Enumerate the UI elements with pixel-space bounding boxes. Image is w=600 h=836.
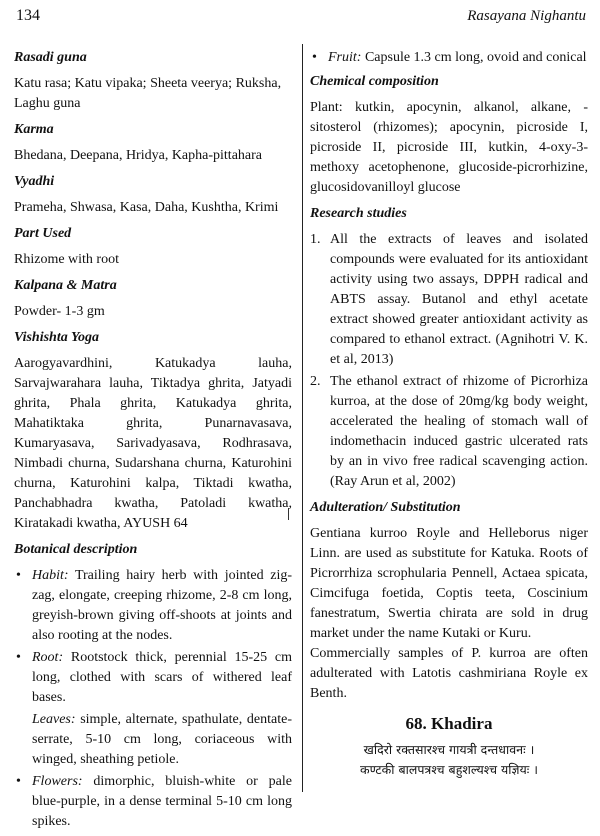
root-label: Root: — [32, 650, 64, 665]
list-item — [310, 230, 588, 370]
vyadhi-heading: Vyadhi — [14, 174, 55, 189]
flowers-label: Flowers: — [32, 774, 83, 789]
column-divider — [302, 44, 303, 792]
flowers-text: dimorphic, bluish-white or pale blue-purple, in a dense terminal 5-10 cm long spikes. — [32, 774, 292, 829]
list-item — [14, 648, 292, 708]
adulteration-text-2: Commercially samples of P. kurroa are often adulterated with Latotis cashmiriana Royle ex Benth. — [310, 646, 588, 701]
part-used-heading: Part Used — [14, 226, 72, 241]
rasadi-guna-text: Katu rasa; Katu vipaka; Sheeta veerya; Ruksha, Laghu guna — [14, 76, 282, 111]
karma-heading: Karma — [14, 122, 54, 137]
page-number: 134 — [16, 7, 40, 24]
leaves-label: Leaves: — [32, 712, 76, 727]
sanskrit-verse-line-2: कण्टकी बालपत्रश्च बहुशल्यश्च यज्ञियः । — [359, 762, 539, 777]
list-item — [310, 48, 588, 68]
adulteration-text-1: Gentiana kurroo Royle and Helleborus niger Linn. are used as substitute for Katuka. Roots of Picrorrhiza scrophularia Pennell, Actaea spicata, Cimcifuga foetida, Coptis teeta, Coscinium fanestratum, Swertia chirata are sold in drug market under the name Kutaki or Kuru. — [310, 526, 588, 641]
right-column — [310, 48, 588, 780]
research-studies-heading: Research studies — [310, 206, 407, 221]
list-item — [310, 372, 588, 492]
adulteration-heading: Adulteration/ Substitution — [310, 500, 461, 515]
habit-label: Habit: — [32, 568, 69, 583]
research-study-2-text: The ethanol extract of rhizome of Picrorhiza kurroa, at the dose of 20mg/kg body weight, accelerated the healing of stomach wall of indomethacin induced gastric ulcerated rats by an in vivo free radical scavenging action. (Ray Arun et al, 2002) — [330, 374, 588, 489]
kalpana-matra-text: Powder- 1-3 gm — [14, 304, 105, 319]
part-used-text: Rhizome with root — [14, 252, 119, 267]
rasadi-guna-heading: Rasadi guna — [14, 50, 87, 65]
chemical-composition-text: Plant: kutkin, apocynin, alkanol, alkane, -sitosterol (rhizomes); apocynin, picroside I, picroside II, picroside III, kutkin, 4-oxy-3-methoxy acetophenone, glucoside-picrorhizine, glucosidovanilloyl glucose — [310, 100, 588, 195]
vishishta-yoga-heading: Vishishta Yoga — [14, 330, 99, 345]
sanskrit-verse-line-1: खदिरो रक्तसारश्च गायत्री दन्तधावनः । — [363, 742, 535, 757]
page-header — [16, 6, 586, 30]
botanical-description-heading: Botanical description — [14, 542, 138, 557]
chemical-composition-heading: Chemical composition — [310, 74, 439, 89]
research-study-1-text: All the extracts of leaves and isolated compounds were evaluated for its antioxidant activity using two assays, DPPH radical and ABTS assay. Butanol and ethyl acetate extract showed greater antioxidant activity as compared to ethanol extract. (Agnihotri V. K. et al, 2013) — [330, 232, 588, 367]
list-item — [14, 710, 292, 770]
kalpana-matra-heading: Kalpana & Matra — [14, 278, 117, 293]
section-title: 68. Khadira — [405, 714, 493, 733]
left-column — [14, 48, 292, 836]
item-number: 2. — [310, 374, 321, 389]
item-number: 1. — [310, 232, 321, 247]
root-text: Rootstock thick, perennial 15-25 cm long, clothed with scars of withered leaf bases. — [32, 650, 292, 705]
list-item — [14, 566, 292, 646]
fruit-label: Fruit: — [328, 50, 362, 65]
habit-text: Trailing hairy herb with jointed zig-zag, elongate, creeping rhizome, 2-8 cm long, greyish-brown giving off-shoots at joints and also rooting at the nodes. — [32, 568, 292, 643]
research-studies-list — [310, 230, 588, 492]
karma-text: Bhedana, Deepana, Hridya, Kapha-pittahara — [14, 148, 262, 163]
botanical-description-list — [14, 566, 292, 832]
book-title: Rasayana Nighantu — [467, 8, 586, 24]
vishishta-yoga-text: Aarogyavardhini, Katukadya lauha, Sarvajwarahara lauha, Tiktadya ghrita, Jatyadi ghrita, Phala ghrita, Katukadya ghrita, Mahatiktaka ghrita, Punarnavasava, Kumaryasava, Sarivadyasava, Rodhrasava, Nimbadi churna, Sudarshana churna, Katurohini churna, Katurohini kalpa, Tiktadi kwatha, Panchabhadra kwatha, Patoladi kwatha, Kiratakadi kwatha, AYUSH 64 — [14, 356, 292, 531]
fruit-text: Capsule 1.3 cm long, ovoid and conical — [361, 50, 587, 65]
vyadhi-text: Prameha, Shwasa, Kasa, Daha, Kushtha, Krimi — [14, 200, 279, 215]
leaves-text: simple, alternate, spathulate, dentate-serrate, 5-10 cm long, coriaceous with winged, sheathing petiole. — [32, 712, 292, 767]
fruit-list — [310, 48, 588, 68]
list-item — [14, 772, 292, 832]
